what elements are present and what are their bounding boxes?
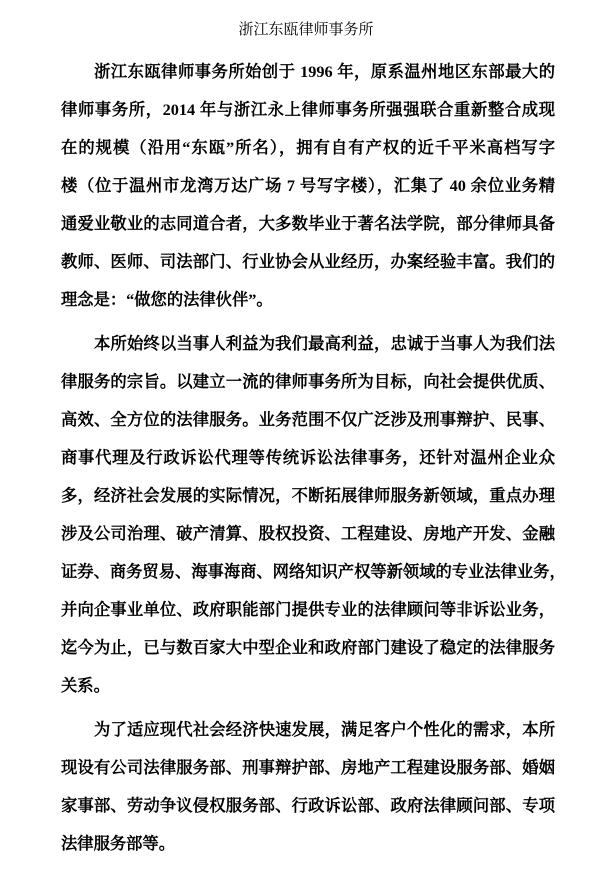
paragraph-departments	[61, 711, 555, 863]
paragraph-line: 本所始终以当事人利益为我们最高利益，忠诚于当事人为我们法	[94, 334, 555, 353]
paragraph-line: 理念是：“做您的法律伙伴”。	[61, 290, 273, 309]
paragraph-line: 教师、医师、司法部门、行业协会从业经历，办案经验丰富。我们的	[61, 252, 555, 271]
paragraph-introduction	[61, 53, 555, 319]
paragraph-line: 家事部、劳动争议侵权服务部、行政诉讼部、政府法律顾问部、专项	[61, 796, 555, 815]
paragraph-line: 为了适应现代社会经济快速发展，满足客户个性化的需求，本所	[94, 720, 555, 739]
paragraph-line: 浙江东瓯律师事务所始创于 1996 年，原系温州地区东部最大的	[94, 62, 555, 81]
paragraph-line: 通爱业敬业的志同道合者，大多数毕业于著名法学院，部分律师具备	[61, 214, 555, 233]
paragraph-line: 并向企事业单位、政府职能部门提供专业的法律顾问等非诉讼业务，	[61, 600, 555, 619]
paragraph-services	[61, 325, 566, 705]
paragraph-line: 迄今为止，已与数百家大中型企业和政府部门建设了稳定的法律服务	[61, 638, 555, 657]
paragraph-line: 证券、商务贸易、海事海商、网络知识产权等新领域的专业法律业务，	[61, 562, 566, 581]
document-body	[61, 53, 566, 869]
document-title: 浙江东瓯律师事务所	[238, 22, 374, 38]
paragraph-line: 关系。	[61, 676, 110, 695]
paragraph-line: 现设有公司法律服务部、刑事辩护部、房地产工程建设服务部、婚姻	[61, 758, 555, 777]
paragraph-line: 多，经济社会发展的实际情况，不断拓展律师服务新领域，重点办理	[61, 486, 555, 505]
paragraph-line: 法律服务部等。	[61, 834, 175, 853]
paragraph-line: 律师事务所，2014 年与浙江永上律师事务所强强联合重新整合成现	[61, 100, 555, 119]
paragraph-line: 商事代理及行政诉讼代理等传统诉讼法律事务，还针对温州企业众	[61, 448, 555, 467]
paragraph-line: 律服务的宗旨。以建立一流的律师事务所为目标，向社会提供优质、	[61, 372, 555, 391]
paragraph-line: 高效、全方位的法律服务。业务范围不仅广泛涉及刑事辩护、民事、	[61, 410, 555, 429]
paragraph-line: 楼（位于温州市龙湾万达广场 7 号写字楼），汇集了 40 余位业务精	[61, 176, 555, 195]
paragraph-line: 涉及公司治理、破产清算、股权投资、工程建设、房地产开发、金融	[61, 524, 555, 543]
paragraph-line: 在的规模（沿用“东瓯”所名），拥有自有产权的近千平米高档写字	[61, 138, 555, 157]
